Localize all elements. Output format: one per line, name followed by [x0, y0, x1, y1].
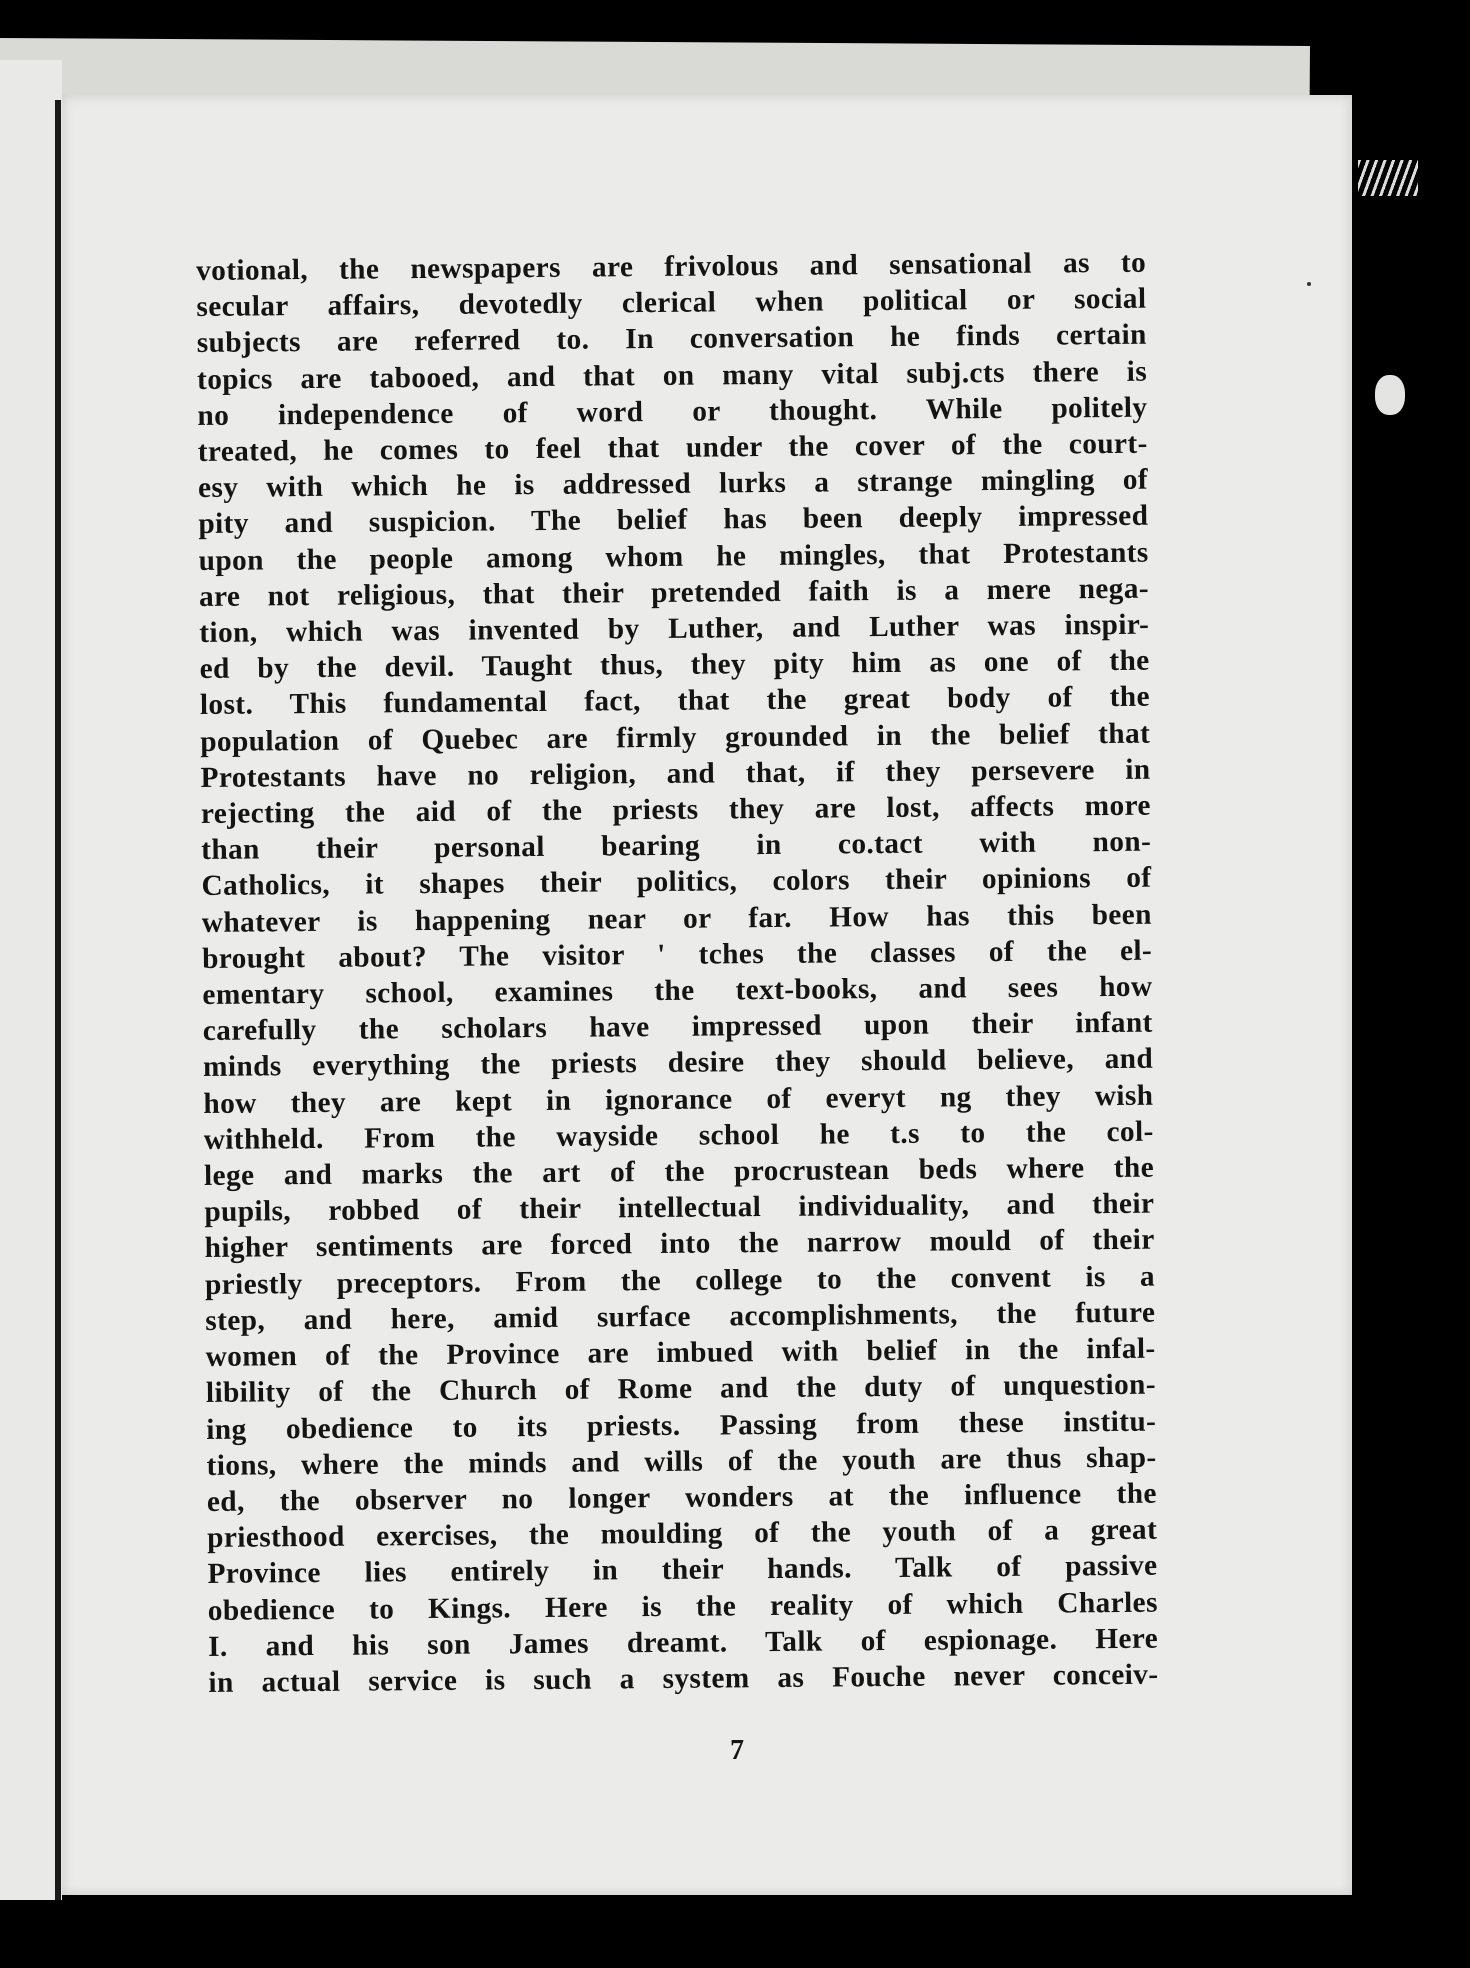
- text-line: obedience to Kings. Here is the reality of which Charles: [207, 1586, 1158, 1627]
- text-line: pupils, robbed of their intellectual individuality, and their: [204, 1187, 1155, 1229]
- page-number: 7: [730, 1735, 744, 1766]
- text-line: women of the Province are imbued with belief in the infal-: [205, 1332, 1156, 1374]
- scan-artifact: [1307, 282, 1311, 286]
- text-line: higher sentiments are forced into the narrow mould of their: [204, 1224, 1155, 1265]
- text-line: brought about? The visitor ' tches the classes of the el-: [202, 934, 1153, 975]
- text-line: lost. This fundamental fact, that the great body of the: [199, 681, 1151, 722]
- scan-artifact: [1358, 160, 1418, 196]
- text-line: tions, where the minds and wills of the youth are thus shap-: [206, 1441, 1157, 1482]
- text-line: Province lies entirely in their hands. Talk of passive: [207, 1549, 1158, 1591]
- text-line: step, and here, amid surface accomplishments, the future: [205, 1296, 1156, 1337]
- book-page: [62, 95, 1352, 1895]
- facing-page-margin: [0, 60, 62, 1900]
- text-line: rejecting the aid of the priests they are lost, affects more: [200, 789, 1151, 831]
- text-line: pity and suspicion. The belief has been deeply impressed: [198, 500, 1149, 541]
- text-line: upon the people among whom he mingles, that Protestants: [198, 536, 1149, 577]
- text-line: secular affairs, devotedly clerical when political or social: [196, 282, 1147, 324]
- text-line: whatever is happening near or far. How has this been: [201, 898, 1152, 939]
- text-line: ementary school, examines the text-books, and sees how: [202, 970, 1153, 1012]
- text-line: carefully the scholars have impressed upon their infant: [202, 1006, 1153, 1048]
- text-line: minds everything the priests desire they should believe, and: [202, 1043, 1154, 1084]
- text-line: esy with which he is addressed lurks a strange mingling of: [197, 463, 1149, 505]
- text-line: Protestants have no religion, and that, if they persevere in: [200, 753, 1151, 794]
- text-line: tion, which was invented by Luther, and Luther was inspir-: [199, 608, 1150, 650]
- text-line: priesthood exercises, the moulding of the youth of a great: [207, 1513, 1158, 1555]
- text-line: ing obedience to its priests. Passing from these institu-: [206, 1405, 1157, 1446]
- text-line: subjects are referred to. In conversation he finds certain: [196, 319, 1147, 360]
- text-line: how they are kept in ignorance of everyt ng they wish: [203, 1079, 1154, 1120]
- text-line: votional, the newspapers are frivolous and sensational as to: [196, 246, 1147, 287]
- text-line: ed, the observer no longer wonders at the influence the: [206, 1477, 1158, 1518]
- text-line: treated, he comes to feel that under the cover of the court-: [197, 427, 1148, 469]
- text-line: no independence of word or thought. While politely: [197, 391, 1148, 432]
- text-line: population of Quebec are firmly grounded in the belief that: [200, 717, 1151, 758]
- text-line: are not religious, that their pretended faith is a mere nega-: [198, 572, 1150, 613]
- text-line: withheld. From the wayside school he t.s to the col-: [203, 1115, 1154, 1156]
- scan-artifact: [1375, 375, 1405, 415]
- text-line: I. and his son James dreamt. Talk of espionage. Here: [208, 1622, 1159, 1663]
- text-line: than their personal bearing in co.tact with non-: [201, 825, 1152, 867]
- page-gutter-shadow: [55, 100, 61, 1900]
- text-line: in actual service is such a system as Fouche never conceiv-: [208, 1658, 1159, 1699]
- text-line: Catholics, it shapes their politics, colors their opinions of: [201, 862, 1152, 903]
- text-line: lege and marks the art of the procrustean beds where the: [203, 1151, 1155, 1193]
- text-line: topics are tabooed, and that on many vital subj.cts there is: [196, 355, 1148, 396]
- text-line: priestly preceptors. From the college to the convent is a: [204, 1260, 1156, 1301]
- text-line: ed by the devil. Taught thus, they pity him as one of the: [199, 644, 1150, 686]
- text-line: libility of the Church of Rome and the duty of unquestion-: [205, 1368, 1157, 1410]
- body-text: [196, 245, 1159, 1701]
